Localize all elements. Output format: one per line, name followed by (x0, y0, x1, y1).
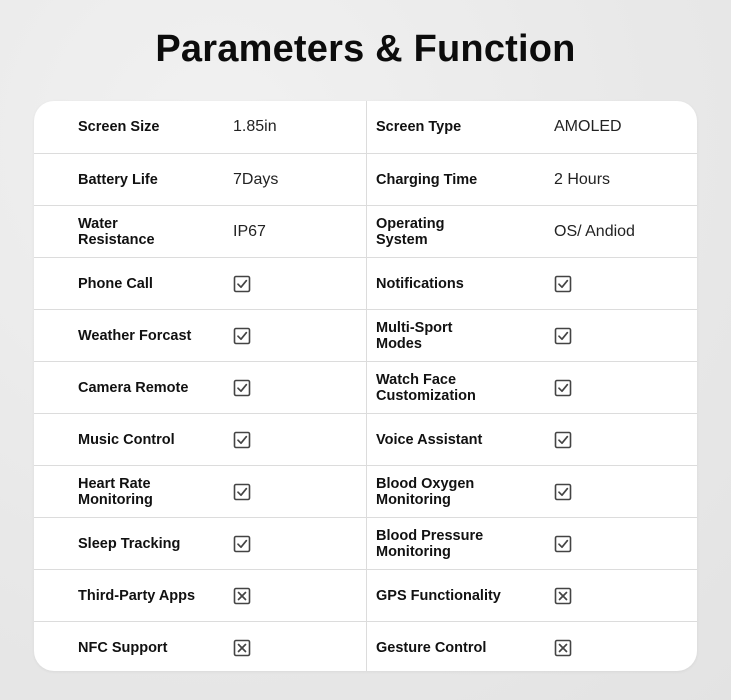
spec-label: Sleep Tracking (78, 535, 181, 552)
spec-value: AMOLED (554, 118, 622, 135)
checkbox-checked-icon (233, 379, 251, 397)
checkbox-checked-icon (554, 535, 572, 553)
table-row (34, 517, 697, 569)
spec-value (554, 362, 684, 413)
checkbox-checked-icon (554, 327, 572, 345)
spec-label: Blood Oxygen Monitoring (376, 475, 475, 508)
spec-table (34, 101, 697, 671)
checkbox-checked-icon (233, 483, 251, 501)
table-row (34, 621, 697, 671)
spec-value (554, 310, 684, 361)
table-row (34, 153, 697, 205)
checkbox-checked-icon (233, 275, 251, 293)
page-title: Parameters & Function (155, 28, 576, 70)
spec-value (233, 466, 353, 517)
spec-label: GPS Functionality (376, 587, 501, 604)
table-row (34, 309, 697, 361)
checkbox-checked-icon (554, 431, 572, 449)
table-row (34, 465, 697, 517)
spec-label: Voice Assistant (376, 431, 483, 448)
spec-label: Third-Party Apps (78, 587, 196, 604)
spec-label: Notifications (376, 275, 464, 292)
spec-label: Phone Call (78, 275, 153, 292)
checkbox-checked-icon (554, 483, 572, 501)
spec-value: IP67 (233, 222, 266, 240)
spec-value: 2 Hours (554, 170, 611, 188)
spec-label: Blood Pressure Monitoring (376, 527, 484, 560)
spec-label: Heart Rate Monitoring (78, 475, 153, 508)
spec-label: Charging Time (376, 171, 478, 188)
spec-value (233, 414, 353, 465)
spec-label: Weather Forcast (78, 327, 192, 344)
spec-value (554, 258, 684, 309)
spec-label: Gesture Control (376, 639, 487, 656)
spec-value: 1.85in (233, 118, 277, 135)
checkbox-checked-icon (554, 275, 572, 293)
spec-value (554, 466, 684, 517)
checkbox-crossed-icon (233, 587, 251, 605)
spec-label: Camera Remote (78, 379, 189, 396)
spec-value (554, 518, 684, 569)
table-row (34, 101, 697, 153)
spec-value: OS/ Andiod (554, 222, 635, 240)
checkbox-checked-icon (233, 535, 251, 553)
checkbox-checked-icon (233, 431, 251, 449)
spec-label: Water Resistance (78, 215, 155, 248)
spec-label: NFC Support (78, 639, 168, 656)
spec-value (233, 622, 353, 671)
checkbox-checked-icon (554, 379, 572, 397)
spec-label: Screen Size (78, 119, 160, 135)
spec-value (554, 622, 684, 671)
spec-value: 7Days (233, 170, 279, 188)
checkbox-checked-icon (233, 327, 251, 345)
spec-value (554, 414, 684, 465)
spec-label: Operating System (376, 215, 445, 248)
spec-value (233, 570, 353, 621)
checkbox-crossed-icon (554, 639, 572, 657)
table-row (34, 413, 697, 465)
spec-label: Screen Type (376, 119, 462, 135)
table-row (34, 361, 697, 413)
spec-value (233, 518, 353, 569)
table-row (34, 205, 697, 257)
spec-label: Battery Life (78, 171, 158, 188)
checkbox-crossed-icon (554, 587, 572, 605)
spec-label: Watch Face Customization (376, 371, 476, 404)
table-row (34, 569, 697, 621)
spec-label: Music Control (78, 431, 175, 448)
checkbox-crossed-icon (233, 639, 251, 657)
spec-value (233, 310, 353, 361)
spec-label: Multi-Sport Modes (376, 319, 453, 352)
spec-value (233, 258, 353, 309)
table-row (34, 257, 697, 309)
spec-value (554, 570, 684, 621)
spec-value (233, 362, 353, 413)
